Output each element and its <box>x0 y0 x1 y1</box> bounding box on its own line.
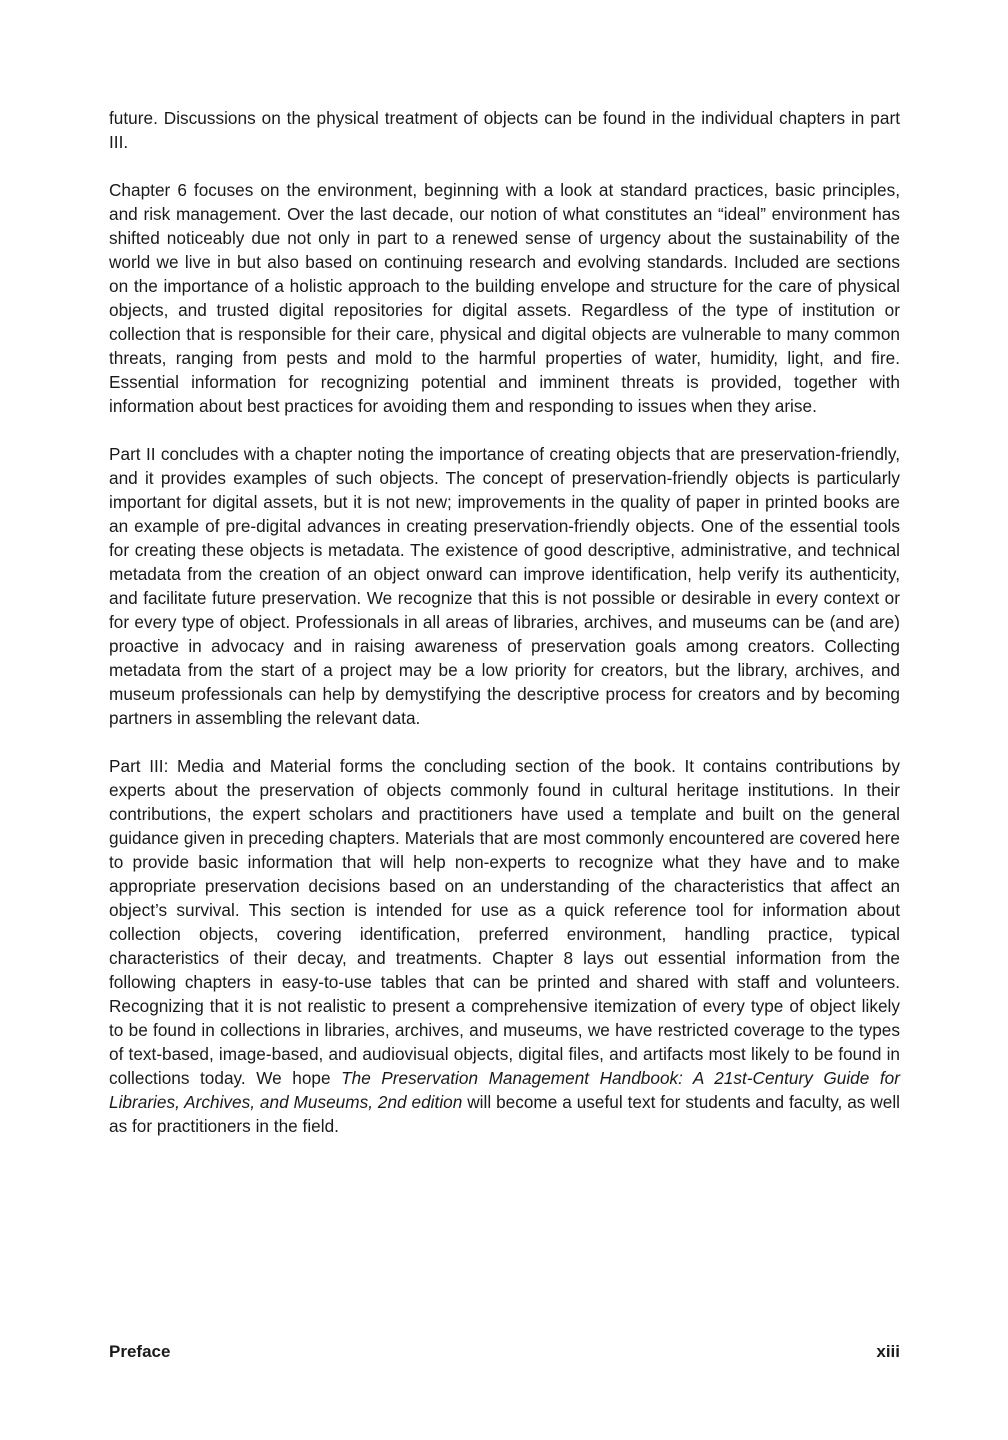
paragraph-chapter-6: Chapter 6 focuses on the environment, beginning with a look at standard practices, basic principles, and risk management. Over the last decade, our notion of what constitutes an “ideal” environment has shifted noticeably due not only in part to a renewed sense of urgency about the sustainability of the world we live in but also based on continuing research and evolving standards. Included are sections on the importance of a holistic approach to the building envelope and structure for the care of physical objects, and trusted digital repositories for digital assets. Regardless of the type of institution or collection that is responsible for their care, physical and digital objects are vulnerable to many common threats, ranging from pests and mold to the harmful properties of water, humidity, light, and fire. Essential information for recognizing potential and imminent threats is provided, together with information about best practices for avoiding them and responding to issues when they arise. <box>109 180 900 416</box>
page-footer <box>109 1340 900 1364</box>
running-footer-section: Preface <box>109 1342 171 1361</box>
page-body <box>109 106 900 1162</box>
page-number: xiii <box>876 1342 900 1361</box>
paragraph-part-iii-text: Part III: Media and Material forms the concluding section of the book. It contains contributions by experts about the preservation of objects commonly found in cultural heritage institutions. In their contributions, the expert scholars and practitioners have used a template and built on the general guidance given in preceding chapters. Materials that are most commonly encountered are covered here to provide basic information that will help non-experts to recognize what they have and to make appropriate preservation decisions based on an understanding of the characteristics that affect an object’s survival. This section is intended for use as a quick reference tool for information about collection objects, covering identification, preferred environment, handling practice, typical characteristics of their decay, and treatments. Chapter 8 lays out essential information from the following chapters in easy-to-use tables that can be printed and shared with staff and volunteers. Recognizing that it is not realistic to present a comprehensive itemization of every type of object likely to be found in collections in libraries, archives, and museums, we have restricted coverage to the types of text-based, image-based, and audiovisual objects, digital files, and artifacts most likely to be found in collections today. We hope <box>109 756 900 1088</box>
paragraph-part-iii-ending: will become a useful text for students and faculty, as well as for practitioners in the field. <box>109 1092 901 1136</box>
paragraph-part-iii <box>109 754 900 1138</box>
book-title: The Preservation Management Handbook: A 21st-Century Guide for Libraries, Archives, and Museums, 2nd edition <box>109 1068 900 1112</box>
paragraph-part-ii: Part II concludes with a chapter noting the importance of creating objects that are preservation-friendly, and it provides examples of such objects. The concept of preservation-friendly objects is particularly important for digital assets, but it is not new; improvements in the quality of paper in printed books are an example of pre-digital advances in creating preservation-friendly objects. One of the essential tools for creating these objects is metadata. The existence of good descriptive, administrative, and technical metadata from the creation of an object onward can improve identification, help verify its authenticity, and facilitate future preservation. We recognize that this is not possible or desirable in every context or for every type of object. Professionals in all areas of libraries, archives, and museums can be (and are) proactive in advocacy and in raising awareness of preservation goals among creators. Collecting metadata from the start of a project may be a low priority for creators, but the library, archives, and museum professionals can help by demystifying the descriptive process for creators and by becoming partners in assembling the relevant data. <box>109 444 900 728</box>
paragraph-intro-continuation: future. Discussions on the physical treatment of objects can be found in the individual chapters in part III. <box>109 108 900 152</box>
